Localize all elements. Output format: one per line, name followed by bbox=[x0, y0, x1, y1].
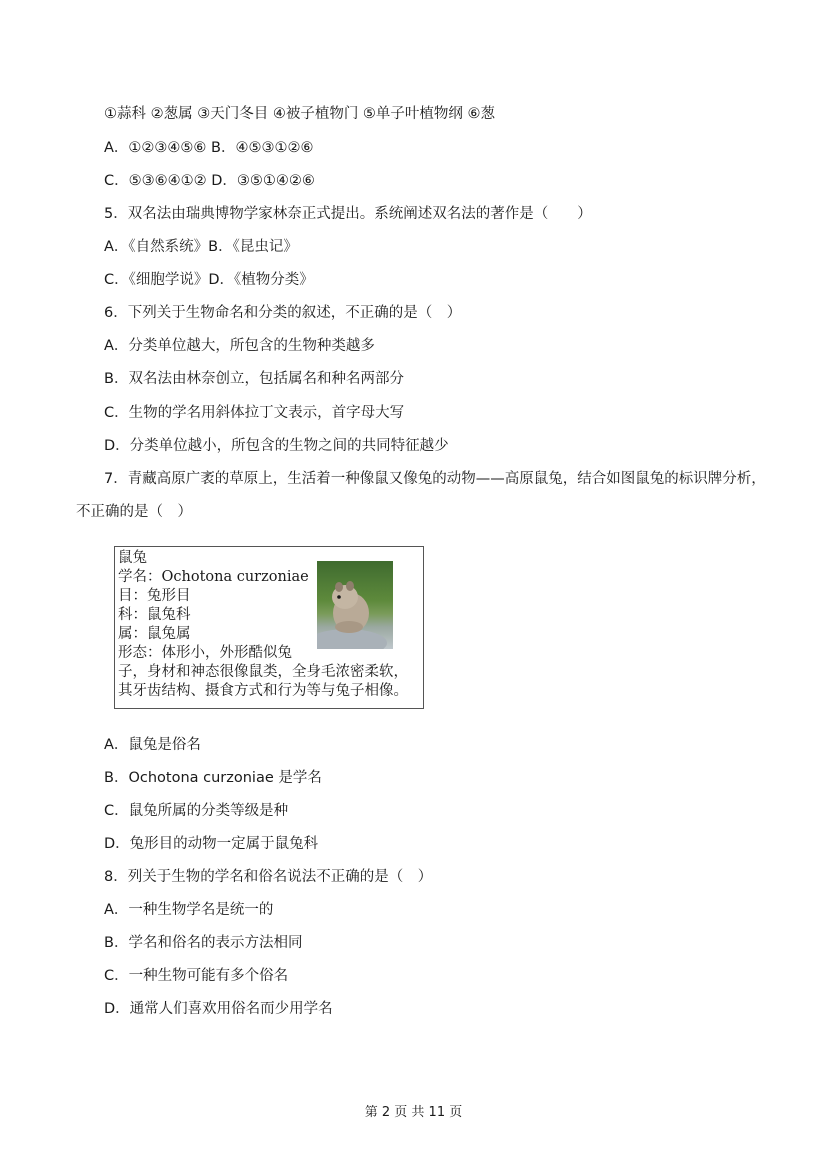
card-description-2: 子，身材和神态很像鼠类，全身毛浓密柔软， bbox=[118, 664, 408, 680]
card-sci-value: Ochotona curzoniae bbox=[161, 569, 309, 585]
card-genus: 属：鼠兔属 bbox=[118, 626, 191, 642]
question-7-stem-line1: 7．青藏高原广袤的草原上，生活着一种像鼠又像兔的动物——高原鼠兔，结合如图鼠兔的标识牌分析， bbox=[104, 471, 766, 487]
card-scientific-name bbox=[118, 568, 309, 587]
question-7-choice-a: A．鼠兔是俗名 bbox=[104, 737, 201, 753]
question-5-choice-ab: A．《自然系统》B．《昆虫记》 bbox=[104, 239, 298, 255]
question-6-choice-a: A．分类单位越大，所包含的生物种类越多 bbox=[104, 338, 375, 354]
pika-photo bbox=[317, 561, 393, 649]
question-8-choice-a: A．一种生物学名是统一的 bbox=[104, 902, 274, 918]
question-8-choice-c: C．一种生物可能有多个俗名 bbox=[104, 968, 289, 984]
question-6-choice-d: D．分类单位越小，所包含的生物之间的共同特征越少 bbox=[104, 438, 449, 454]
card-description-1: 形态：体形小，外形酷似兔 bbox=[118, 645, 292, 661]
question-5-stem: 5．双名法由瑞典博物学家林奈正式提出。系统阐述双名法的著作是（ ） bbox=[104, 206, 592, 222]
question-6-stem: 6．下列关于生物命名和分类的叙述，不正确的是（ ） bbox=[104, 305, 462, 321]
option-list: ①蒜科 ②葱属 ③天门冬目 ④被子植物门 ⑤单子叶植物纲 ⑥葱 bbox=[104, 106, 496, 122]
choice-cd: C．⑤③⑥④①② D．③⑤①④②⑥ bbox=[104, 173, 315, 189]
card-order: 目：兔形目 bbox=[118, 588, 191, 604]
card-description-3: 其牙齿结构、摄食方式和行为等与兔子相像。 bbox=[118, 683, 408, 699]
question-5-choice-cd: C．《细胞学说》D．《植物分类》 bbox=[104, 272, 314, 288]
pika-illustration bbox=[317, 561, 393, 649]
question-7-choice-c: C．鼠兔所属的分类等级是种 bbox=[104, 803, 289, 819]
question-6-choice-c: C．生物的学名用斜体拉丁文表示，首字母大写 bbox=[104, 405, 405, 421]
question-7-stem-line2: 不正确的是（ ） bbox=[76, 504, 192, 520]
question-7-choice-d: D．兔形目的动物一定属于鼠兔科 bbox=[104, 836, 319, 852]
question-8-choice-d: D．通常人们喜欢用俗名而少用学名 bbox=[104, 1001, 333, 1017]
card-family: 科：鼠兔科 bbox=[118, 607, 191, 623]
page-footer: 第 2 页 共 11 页 bbox=[364, 1105, 463, 1120]
question-7-choice-b: B．Ochotona curzoniae 是学名 bbox=[104, 770, 322, 786]
question-8-choice-b: B．学名和俗名的表示方法相同 bbox=[104, 935, 303, 951]
card-name: 鼠兔 bbox=[118, 550, 147, 566]
card-sci-label: 学名： bbox=[118, 569, 162, 585]
question-6-choice-b: B．双名法由林奈创立，包括属名和种名两部分 bbox=[104, 371, 404, 387]
pika-info-card bbox=[114, 546, 424, 709]
choice-ab: A．①②③④⑤⑥ B．④⑤③①②⑥ bbox=[104, 140, 314, 156]
question-8-stem: 8．列关于生物的学名和俗名说法不正确的是（ ） bbox=[104, 869, 433, 885]
